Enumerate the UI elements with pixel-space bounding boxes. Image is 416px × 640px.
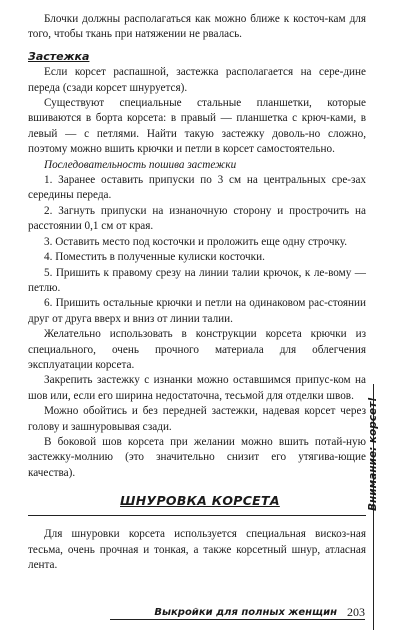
step-3: 3. Оставить место под косточки и проложить еще одну строчку. <box>44 235 348 248</box>
paragraph-clasp-2: Существуют специальные стальные планшетки, которые вшиваются в борта корсета: в правый — планшетка с крюч-ками, в левый — с петлями. Найти такую застежку доволь-но сложно, поэтому можно вшить крючки и петли в корсет самостоятельно. <box>28 97 366 156</box>
side-label-text: Внимание: корсет! <box>367 397 379 511</box>
heading-sequence: Последовательность пошива застежки <box>44 158 237 171</box>
step-1: 1. Заранее оставить припуски по 3 см на центральных сре-зах середины переда. <box>28 174 366 202</box>
paragraph-clasp-4: Закрепить застежку с изнанки можно оставшимся припус-ком на шов или, если его ширина недостаточна, тесьмой для отделки швов. <box>28 374 366 402</box>
paragraph-lacing-1: Для шнуровки корсета используется специальная вискоз-ная тесьма, очень прочная и тонкая, а также корсетный шнур, атласная лента. <box>28 528 366 571</box>
footer-book-title: Выкройки для полных женщин <box>154 606 337 618</box>
step-6: 6. Пришить остальные крючки и петли на одинаковом рас-стоянии друг от друга вверх и вниз от линии талии. <box>28 297 366 325</box>
paragraph-clasp-6: В боковой шов корсета при желании можно вшить потай-ную застежку-молнию (это значительно снизит его утягива-ющие качества). <box>28 435 366 479</box>
footer-divider <box>110 619 365 620</box>
step-4: 4. Поместить в полученные кулиски косточки. <box>44 251 265 264</box>
paragraph-eyelets: Блочки должны располагаться как можно ближе к косточ-кам для того, чтобы ткань при натяжении не рвалась. <box>28 13 366 41</box>
paragraph-clasp-3: Желательно использовать в конструкции корсета крючки из специального, очень прочного материала для облегчения эксплуатации корсета. <box>28 328 366 371</box>
section-divider <box>28 515 366 516</box>
heading-clasp: Застежка <box>28 49 90 63</box>
step-2: 2. Загнуть припуски на изнаночную сторону и прострочить на расстоянии 0,1 см от края. <box>28 204 366 233</box>
step-5: 5. Пришить к правому срезу на линии талии крючок, к ле-вому — петлю. <box>28 266 366 294</box>
paragraph-clasp-5: Можно обойтись и без передней застежки, надевая корсет через голову и зашнуровывая сзади. <box>28 405 366 433</box>
page-number: 203 <box>347 604 365 619</box>
side-running-head <box>361 394 385 514</box>
section-header-lacing <box>28 493 366 517</box>
page-body <box>28 12 366 573</box>
paragraph-clasp-1: Если корсет распашной, застежка располагается на сере-дине переда (сзади корсет шнуруется). <box>28 66 366 94</box>
section-title: ШНУРОВКА КОРСЕТА <box>120 493 280 509</box>
